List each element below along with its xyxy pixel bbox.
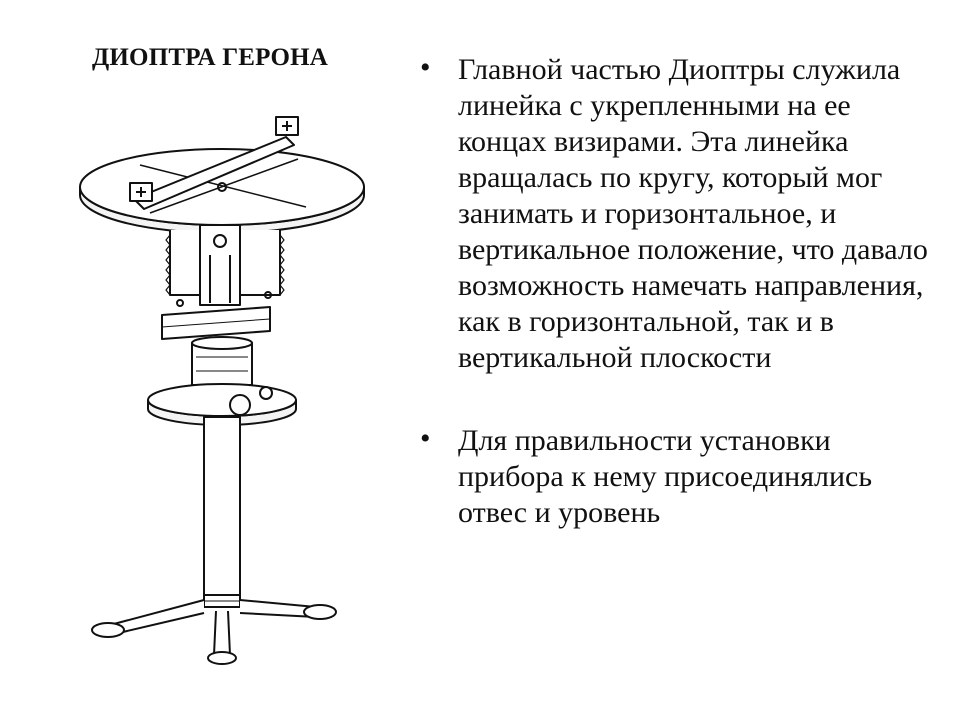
tripod <box>92 600 336 664</box>
bullet-marker: • <box>420 422 431 455</box>
bracket <box>200 225 240 305</box>
dioptra-illustration <box>70 95 400 690</box>
column-housing <box>192 337 252 385</box>
disk <box>80 149 364 233</box>
bullet-marker: • <box>420 51 431 84</box>
bullet-item <box>418 52 938 376</box>
bullet-item <box>418 423 938 531</box>
bullet-text: Главной частью Диоптры служила линейка с укрепленными на ее концах визирами. Эта линейка вращалась по кругу, который мог занимать и горизонтальное, и вертикальное положение, что давало возможность намечать направления, как в горизонтальной, так и в вертикальной плоскости <box>458 53 928 374</box>
bullet-list <box>418 52 938 531</box>
column <box>204 417 240 607</box>
bullet-text: Для правильности установки прибора к нему присоединялись отвес и уровень <box>458 424 873 529</box>
slide-title: ДИОПТРА ГЕРОНА <box>92 44 329 71</box>
